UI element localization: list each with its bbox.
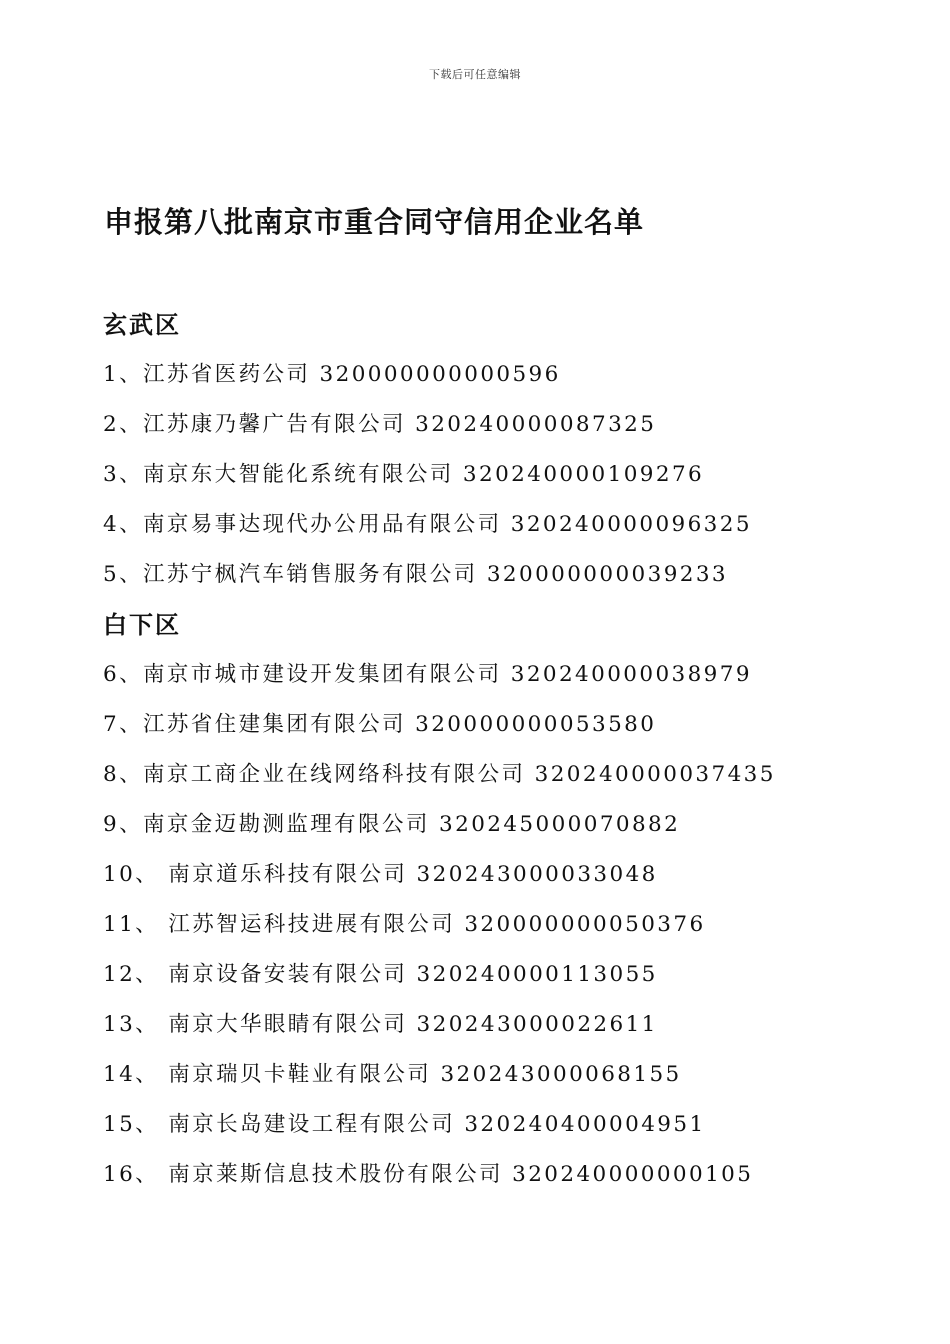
item-number: 14、 <box>103 1062 160 1087</box>
list-item <box>103 1150 923 1200</box>
company-name: 南京东大智能化系统有限公司 <box>142 462 454 487</box>
registration-code: 320243000033048 <box>416 862 658 887</box>
registration-code: 320000000053580 <box>415 712 657 737</box>
list-item <box>103 1000 923 1050</box>
company-list <box>103 300 923 1200</box>
item-number: 3、 <box>103 462 143 487</box>
registration-code: 320240000037435 <box>534 762 776 787</box>
registration-code: 320240400004951 <box>464 1112 706 1137</box>
item-number: 5、 <box>103 562 143 587</box>
list-item <box>103 650 923 700</box>
list-item <box>103 1050 923 1100</box>
item-number: 6、 <box>103 662 143 687</box>
list-item <box>103 1100 923 1150</box>
registration-code: 320000000000596 <box>319 362 561 387</box>
district-heading-xuanwu: 玄武区 <box>103 310 181 339</box>
item-number: 16、 <box>103 1162 160 1187</box>
company-name: 南京瑞贝卡鞋业有限公司 <box>168 1062 432 1087</box>
registration-code: 320000000039233 <box>486 562 729 587</box>
company-name: 南京莱斯信息技术股份有限公司 <box>168 1162 503 1187</box>
list-item <box>103 400 923 450</box>
registration-code: 320240000113055 <box>416 962 658 987</box>
company-name: 南京易事达现代办公用品有限公司 <box>142 512 502 537</box>
item-number: 11、 <box>103 912 160 937</box>
company-name: 江苏省住建集团有限公司 <box>142 712 406 737</box>
item-number: 15、 <box>103 1112 160 1137</box>
company-name: 南京市城市建设开发集团有限公司 <box>142 662 502 687</box>
list-item <box>103 800 923 850</box>
item-number: 2、 <box>103 412 143 437</box>
company-name: 南京设备安装有限公司 <box>168 962 408 987</box>
company-name: 南京工商企业在线网络科技有限公司 <box>142 762 526 787</box>
item-number: 7、 <box>103 712 143 737</box>
registration-code: 320245000070882 <box>439 812 681 837</box>
document-title: 申报第八批南京市重合同守信用企业名单 <box>104 205 645 239</box>
list-item <box>103 700 923 750</box>
list-item <box>103 750 923 800</box>
item-number: 10、 <box>103 862 160 887</box>
registration-code: 320240000096325 <box>510 512 752 537</box>
company-name: 南京道乐科技有限公司 <box>168 862 408 887</box>
item-number: 13、 <box>103 1012 160 1037</box>
item-number: 12、 <box>103 962 160 987</box>
registration-code: 320243000022611 <box>416 1012 658 1037</box>
registration-code: 320240000038979 <box>510 662 752 687</box>
registration-code: 320240000087325 <box>415 412 657 437</box>
registration-code: 320240000000105 <box>512 1162 754 1187</box>
registration-code: 320240000109276 <box>462 462 705 487</box>
item-number: 4、 <box>103 512 143 537</box>
list-item <box>103 450 923 500</box>
company-name: 江苏宁枫汽车销售服务有限公司 <box>142 562 478 587</box>
list-item <box>103 900 923 950</box>
item-number: 9、 <box>103 812 143 837</box>
registration-code: 320000000050376 <box>464 912 706 937</box>
company-name: 江苏省医药公司 <box>142 362 311 387</box>
list-item <box>103 550 923 600</box>
page-header-note: 下载后可任意编辑 <box>429 68 521 81</box>
list-item <box>103 500 923 550</box>
company-name: 南京长岛建设工程有限公司 <box>168 1112 456 1137</box>
item-number: 1、 <box>103 362 143 387</box>
company-name: 南京大华眼睛有限公司 <box>168 1012 408 1037</box>
registration-code: 320243000068155 <box>440 1062 682 1087</box>
company-name: 南京金迈勘测监理有限公司 <box>142 812 430 837</box>
list-item <box>103 850 923 900</box>
list-item <box>103 950 923 1000</box>
list-item <box>103 350 923 400</box>
company-name: 江苏智运科技进展有限公司 <box>168 912 456 937</box>
company-name: 江苏康乃馨广告有限公司 <box>142 412 406 437</box>
item-number: 8、 <box>103 762 143 787</box>
district-heading-baixia: 白下区 <box>103 610 181 639</box>
